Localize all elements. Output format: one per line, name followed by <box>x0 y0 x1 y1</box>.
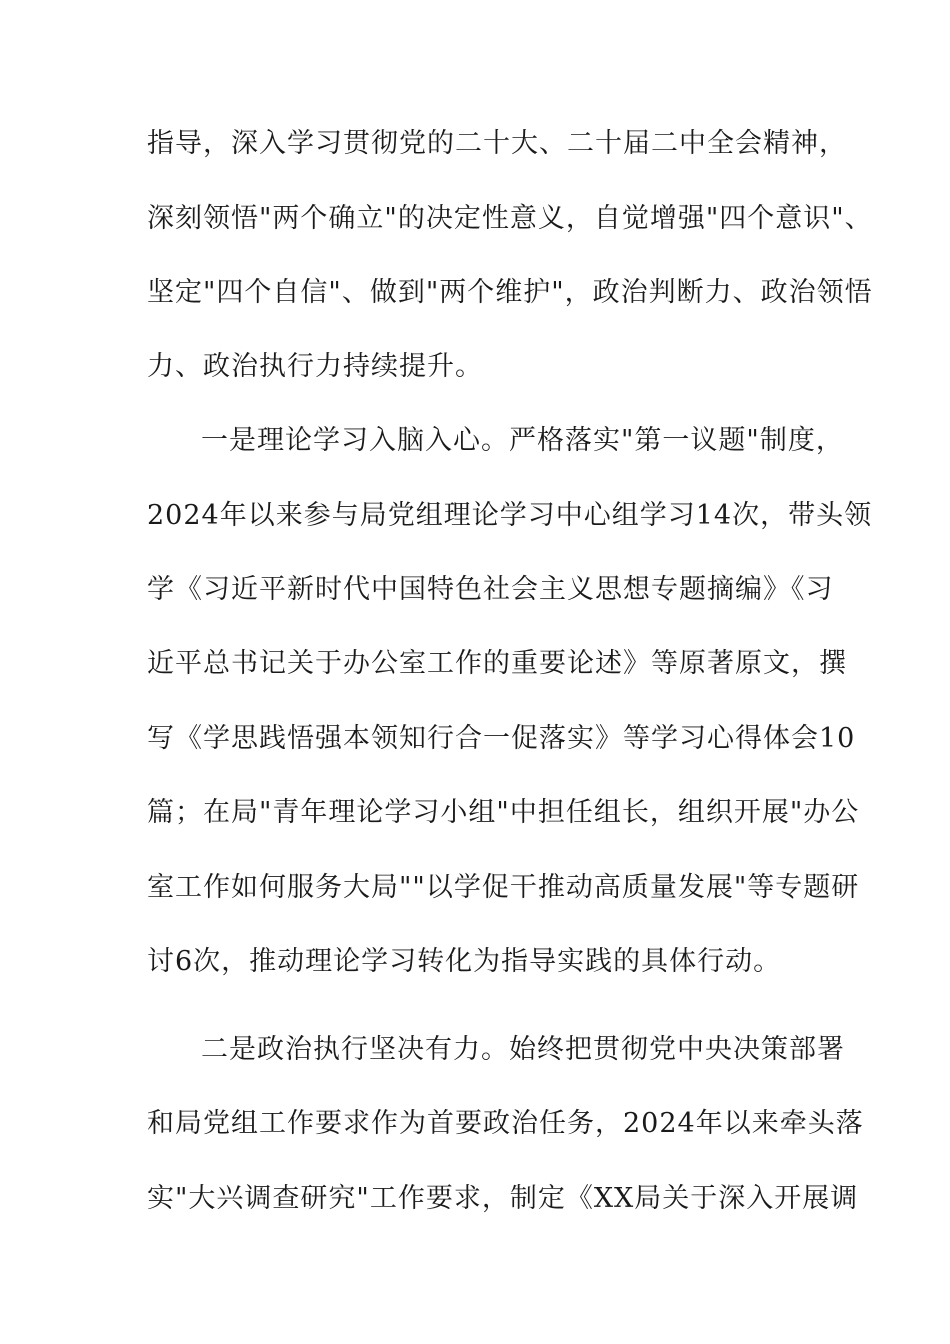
paragraph-line: 实"大兴调查研究"工作要求，制定《XX局关于深入开展调 <box>147 1183 859 1214</box>
paragraph-line: 二是政治执行坚决有力。始终把贯彻党中央决策部署 <box>201 1034 845 1065</box>
paragraph-line: 室工作如何服务大局""以学促干推动高质量发展"等专题研 <box>147 872 860 903</box>
paragraph-line: 和局党组工作要求作为首要政治任务，2024年以来牵头落 <box>147 1108 864 1139</box>
paragraph-line: 篇；在局"青年理论学习小组"中担任组长，组织开展"办公 <box>147 797 860 828</box>
paragraph-line: 2024年以来参与局党组理论学习中心组学习14次，带头领 <box>147 500 873 531</box>
paragraph-line: 讨6次，推动理论学习转化为指导实践的具体行动。 <box>147 946 782 977</box>
paragraph-line: 指导，深入学习贯彻党的二十大、二十届二中全会精神， <box>147 128 847 159</box>
paragraph-line: 写《学思践悟强本领知行合一促落实》等学习心得体会10 <box>147 723 856 754</box>
paragraph-line: 力、政治执行力持续提升。 <box>147 351 483 382</box>
paragraph-line: 学《习近平新时代中国特色社会主义思想专题摘编》《习 <box>147 574 834 605</box>
paragraph-line: 一是理论学习入脑入心。严格落实"第一议题"制度， <box>201 425 844 456</box>
paragraph-line: 坚定"四个自信"、做到"两个维护"，政治判断力、政治领悟 <box>147 277 873 308</box>
paragraph-line: 近平总书记关于办公室工作的重要论述》等原著原文，撰 <box>147 648 847 679</box>
paragraph-line: 深刻领悟"两个确立"的决定性意义，自觉增强"四个意识"、 <box>147 203 873 234</box>
